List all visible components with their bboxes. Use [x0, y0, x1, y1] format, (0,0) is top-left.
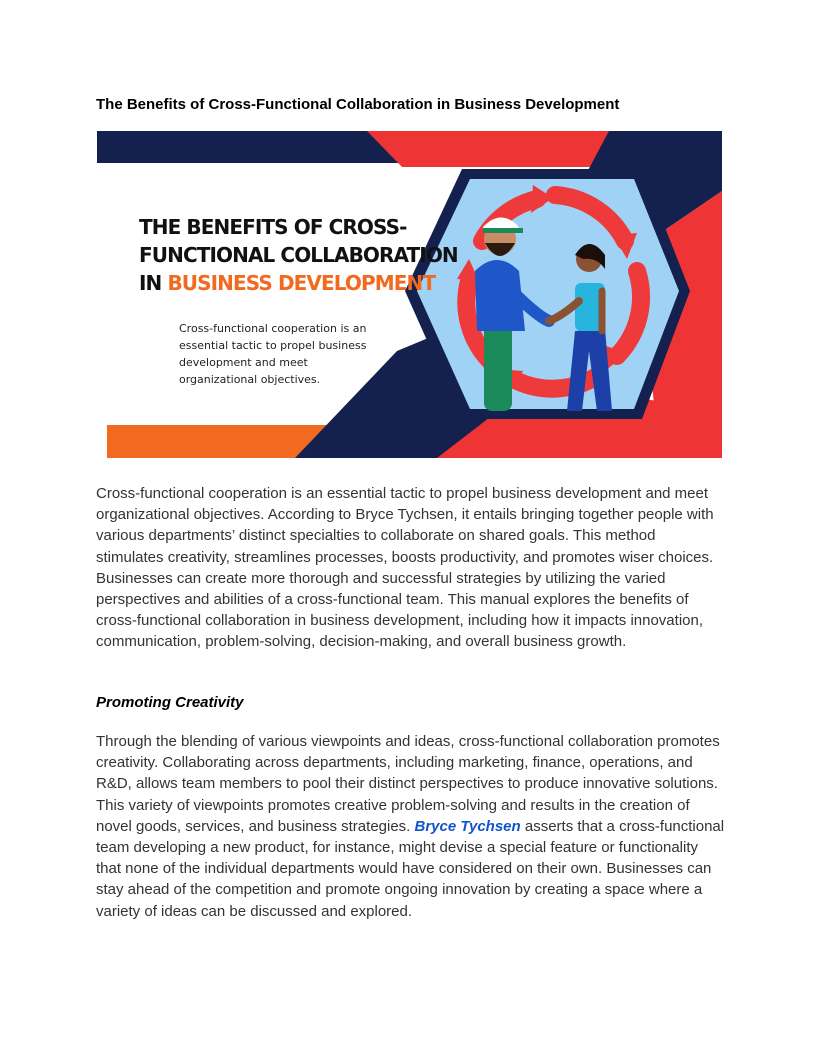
- section-heading: Promoting Creativity: [96, 694, 244, 711]
- banner-headline-prefix: IN: [139, 271, 168, 295]
- section-text-after-link: asserts that a cross-functional team developing a new product, for instance, might devise a special feature or functionality that none of the individual departments would have considered on their own. Businesses can stay ahead of the competition and promote ongoing innovation by creating a space where a variety of ideas can be discussed and explored.: [96, 817, 725, 920]
- bryce-tychsen-link[interactable]: Bryce Tychsen: [414, 817, 521, 835]
- banner-subtext: Cross-functional cooperation is an essential tactic to propel business development and meet organizational objectives.: [179, 322, 367, 386]
- section-paragraph: [96, 731, 726, 922]
- banner-headline-line1: THE BENEFITS OF CROSS-: [139, 215, 407, 239]
- banner-headline-accent: BUSINESS DEVELOPMENT: [167, 271, 436, 295]
- intro-paragraph: Cross-functional cooperation is an essential tactic to propel business development and meet organizational objectives. According to Bryce Tychsen, it entails bringing together people with various departments’ distinct specialties to collaborate on shared goals. This method stimulates creativity, streamlines processes, boosts productivity, and promotes wiser choices. Businesses can create more thorough and successful strategies by utilizing the varied perspectives and abilities of a cross-functional team. This manual explores the benefits of cross-functional collaboration in business development, including how it impacts innovation, communication, problem-solving, decision-making, and overall business growth.: [96, 485, 714, 651]
- banner-image: [97, 131, 722, 458]
- banner-headline-line2: FUNCTIONAL COLLABORATION: [139, 243, 458, 267]
- section-text-before-link: Through the blending of various viewpoints and ideas, cross-functional collaboration promotes creativity. Collaborating across departments, including marketing, finance, operations, and R&D, allows team members to pool their distinct perspectives to produce innovative solutions. This variety of viewpoints promotes creative problem-solving and results in the creation of novel goods, services, and business strategies.: [96, 733, 720, 835]
- banner-headline-line3: [139, 269, 458, 297]
- page-title: The Benefits of Cross-Functional Collaboration in Business Development: [96, 96, 620, 113]
- banner-headline: [139, 213, 458, 297]
